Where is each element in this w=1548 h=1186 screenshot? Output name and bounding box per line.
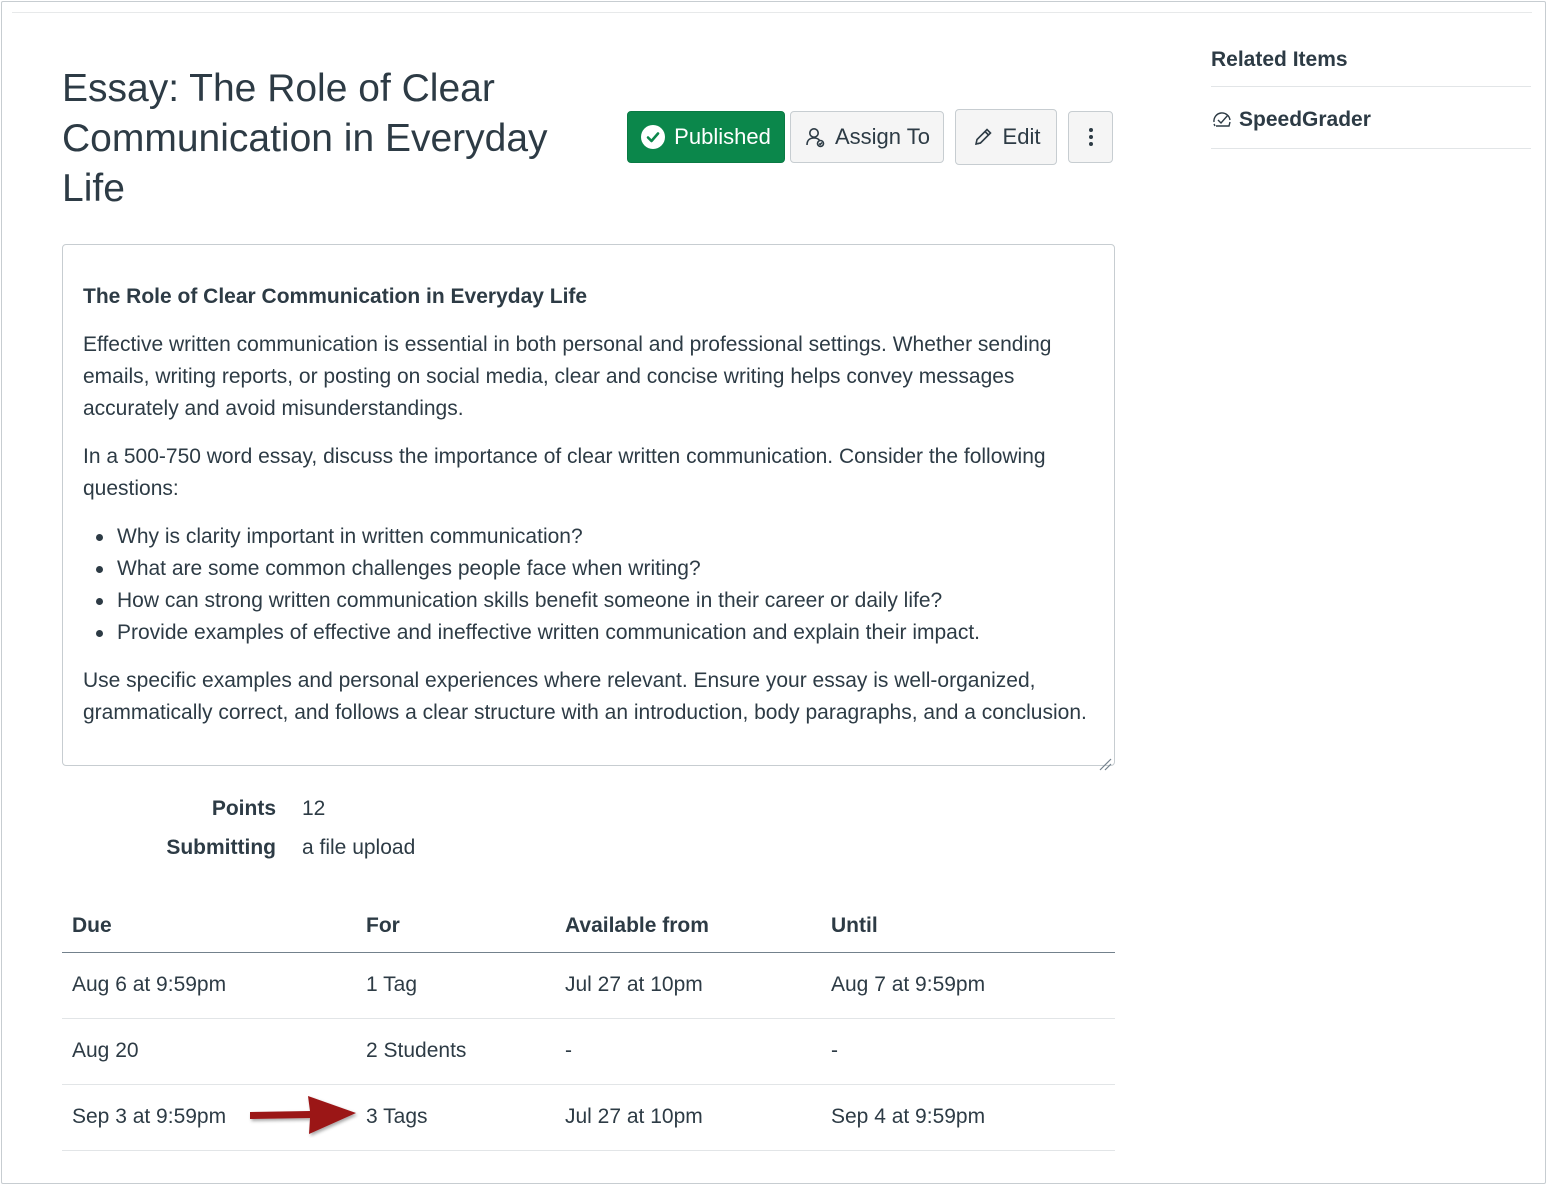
header-due: Due <box>62 900 356 952</box>
due-cell: Sep 3 at 9:59pm <box>62 1084 356 1150</box>
for-cell: 2 Students <box>356 1018 555 1084</box>
resize-grip-icon[interactable] <box>1098 749 1112 763</box>
list-item: What are some common challenges people face when writing? <box>83 553 1094 585</box>
description-box <box>62 244 1115 766</box>
for-cell: 3 Tags <box>356 1084 555 1150</box>
table-row <box>62 1084 1115 1150</box>
related-items-heading: Related Items <box>1211 48 1348 71</box>
until-cell: - <box>821 1018 1115 1084</box>
red-arrow-icon <box>248 1092 360 1143</box>
due-dates-table <box>62 900 1115 1151</box>
published-label: Published <box>674 124 771 149</box>
due-cell: Aug 20 <box>62 1018 356 1084</box>
more-options-button[interactable] <box>1068 111 1113 163</box>
check-circle-icon <box>641 125 665 149</box>
until-cell: Aug 7 at 9:59pm <box>821 952 1115 1018</box>
pencil-icon <box>972 126 994 148</box>
assign-to-label: Assign To <box>835 124 930 149</box>
page-title: Essay: The Role of Clear Communication in Everyday Life <box>62 67 548 210</box>
top-divider <box>12 12 1532 13</box>
available-from-cell: - <box>555 1018 821 1084</box>
speedgrader-label: SpeedGrader <box>1239 108 1371 131</box>
for-cell: 1 Tag <box>356 952 555 1018</box>
related-divider <box>1211 148 1531 149</box>
submitting-value: a file upload <box>302 836 416 859</box>
description-paragraph-2: In a 500-750 word essay, discuss the importance of clear written communication. Consider the following questions: <box>83 445 1046 500</box>
edit-button[interactable] <box>955 109 1057 165</box>
points-label: Points <box>211 797 276 820</box>
related-divider <box>1211 86 1531 87</box>
submitting-label: Submitting <box>166 836 276 859</box>
points-value: 12 <box>302 797 326 820</box>
list-item: Why is clarity important in written communication? <box>83 521 1094 553</box>
due-cell: Aug 6 at 9:59pm <box>62 952 356 1018</box>
available-from-cell: Jul 27 at 10pm <box>555 952 821 1018</box>
header-available-from: Available from <box>555 900 821 952</box>
description-heading: The Role of Clear Communication in Everyday Life <box>83 285 588 308</box>
speedgrader-icon <box>1211 109 1233 131</box>
until-cell: Sep 4 at 9:59pm <box>821 1084 1115 1150</box>
header-for: For <box>356 900 555 952</box>
table-header-row <box>62 900 1115 952</box>
table-row <box>62 952 1115 1018</box>
table-row <box>62 1018 1115 1084</box>
assign-to-button[interactable] <box>790 111 944 163</box>
header-until: Until <box>821 900 1115 952</box>
published-button[interactable] <box>627 111 785 163</box>
list-item: Provide examples of effective and ineffective written communication and explain their impact. <box>83 617 1094 649</box>
list-item: How can strong written communication skills benefit someone in their career or daily life? <box>83 585 1094 617</box>
edit-label: Edit <box>1002 124 1041 149</box>
user-assign-icon <box>804 126 826 148</box>
description-paragraph-3: Use specific examples and personal experiences where relevant. Ensure your essay is well-organized, grammatically correct, and follows a clear structure with an introduction, body paragraphs, and a conclusion. <box>83 669 1087 724</box>
available-from-cell: Jul 27 at 10pm <box>555 1084 821 1150</box>
speedgrader-link[interactable] <box>1211 108 1371 132</box>
description-paragraph-1: Effective written communication is essential in both personal and professional settings. Whether sending emails, writing reports, or posting on social media, clear and concise writing helps convey messages accurately and avoid misunderstandings. <box>83 333 1052 420</box>
kebab-menu-icon <box>1088 126 1094 148</box>
questions-list <box>83 521 1094 649</box>
